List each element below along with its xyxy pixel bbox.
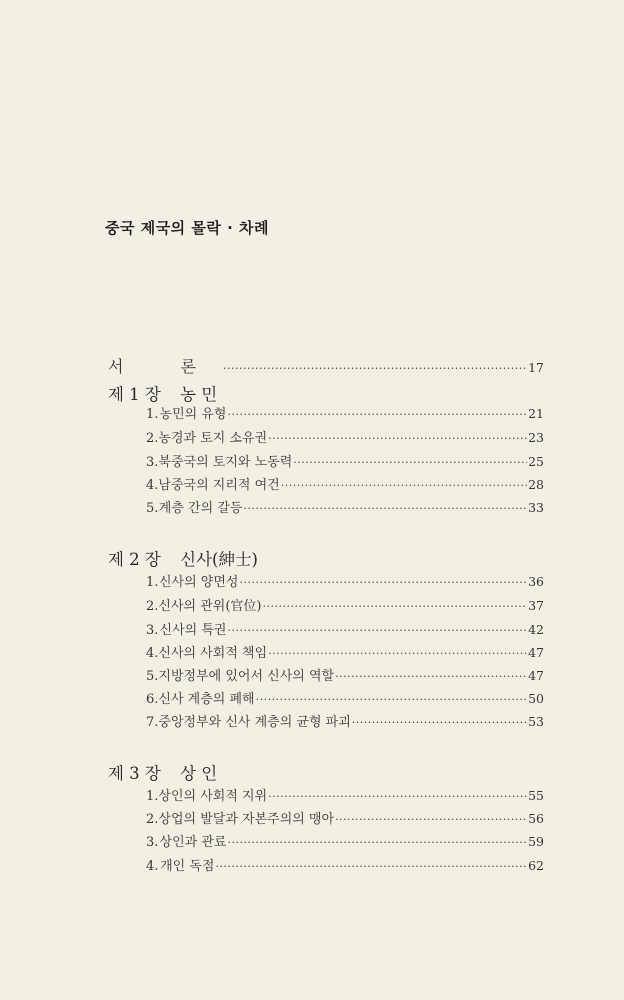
entry-title: 신사의 관위(官位) <box>158 599 262 614</box>
entry-title: 계층 간의 갈등 <box>158 501 243 516</box>
section-number: 4. <box>146 478 159 493</box>
toc-entry[interactable] <box>146 855 544 874</box>
chapter-heading[interactable] <box>108 381 217 405</box>
chapter-number: 제 1 장 <box>108 385 161 404</box>
toc-entry[interactable] <box>146 403 544 422</box>
dot-leader <box>256 693 528 706</box>
page-number: 17 <box>528 360 544 375</box>
chapter-number: 제 3 장 <box>108 764 161 783</box>
dot-leader <box>293 456 527 469</box>
toc-entry[interactable] <box>146 688 544 707</box>
section-number: 5. <box>146 501 159 516</box>
toc-entry[interactable] <box>146 785 544 804</box>
dot-leader <box>268 647 527 660</box>
section-number: 4. <box>146 646 159 661</box>
chapter-number: 제 2 장 <box>108 550 161 569</box>
section-number: 3. <box>146 455 159 470</box>
section-number: 3. <box>146 835 159 850</box>
section-number: 2. <box>146 599 159 614</box>
chapter-heading[interactable] <box>108 546 258 570</box>
toc-entry[interactable] <box>146 571 544 590</box>
toc-entry[interactable] <box>146 595 544 614</box>
toc-entry[interactable] <box>146 711 544 730</box>
chapter-title: 상 인 <box>180 764 218 783</box>
toc-entry[interactable] <box>146 474 544 493</box>
entry-title: 서 론 <box>108 357 222 376</box>
toc-entry[interactable] <box>146 665 544 684</box>
chapter-title: 농 민 <box>180 385 218 404</box>
section-number: 6. <box>146 692 159 707</box>
entry-title: 신사의 사회적 책임 <box>158 646 268 661</box>
page-number: 47 <box>528 668 544 683</box>
section-number: 5. <box>146 669 159 684</box>
entry-title: 신사의 특권 <box>159 623 227 638</box>
entry-title: 상인과 관료 <box>159 835 227 850</box>
entry-title: 개인 독점 <box>160 859 215 874</box>
toc-entry[interactable] <box>146 497 544 516</box>
toc-entry[interactable] <box>146 451 544 470</box>
page-number: 23 <box>528 430 544 445</box>
toc-entry[interactable] <box>146 642 544 661</box>
entry-title: 상인의 사회적 지위 <box>158 789 268 804</box>
dot-leader <box>239 576 527 589</box>
entry-title: 신사의 양면성 <box>158 575 239 590</box>
dot-leader <box>215 860 527 873</box>
chapter-title: 신사(紳士) <box>180 550 258 569</box>
section-number: 2. <box>146 431 159 446</box>
dot-leader <box>227 836 527 849</box>
page-number: 28 <box>528 477 544 492</box>
dot-leader <box>335 813 527 826</box>
dot-leader <box>268 432 527 445</box>
toc-entry[interactable] <box>146 808 544 827</box>
dot-leader <box>352 716 527 729</box>
entry-title: 중앙정부와 신사 계층의 균형 파괴 <box>158 715 351 730</box>
dot-leader <box>243 502 527 515</box>
dot-leader <box>227 624 527 637</box>
page-number: 55 <box>528 788 544 803</box>
dot-leader <box>227 408 527 421</box>
toc-entry[interactable] <box>146 831 544 850</box>
dot-leader <box>281 479 527 492</box>
page-number: 25 <box>528 454 544 469</box>
page-number: 56 <box>528 811 544 826</box>
toc-entry[interactable] <box>146 619 544 638</box>
page-number: 37 <box>528 598 544 613</box>
section-number: 7. <box>146 715 159 730</box>
page-number: 36 <box>528 574 544 589</box>
page-number: 47 <box>528 645 544 660</box>
section-number: 1. <box>146 575 159 590</box>
book-title: 중국 제국의 몰락 · 차례 <box>105 219 269 237</box>
section-number: 1. <box>146 789 159 804</box>
entry-title: 남중국의 지리적 여건 <box>158 478 280 493</box>
chapter-heading[interactable] <box>108 760 217 784</box>
page-number: 53 <box>528 714 544 729</box>
section-number: 3. <box>146 623 159 638</box>
section-number: 4. <box>146 859 159 874</box>
entry-title: 북중국의 토지와 노동력 <box>158 455 293 470</box>
entry-title: 지방정부에 있어서 신사의 역할 <box>158 669 335 684</box>
page-number: 33 <box>528 500 544 515</box>
dot-leader <box>223 362 527 375</box>
entry-title: 신사 계층의 폐해 <box>158 692 255 707</box>
dot-leader <box>268 790 527 803</box>
toc-entry-intro[interactable] <box>108 354 544 377</box>
entry-title: 농경과 토지 소유권 <box>158 431 268 446</box>
section-number: 2. <box>146 812 159 827</box>
toc-entry[interactable] <box>146 427 544 446</box>
page-number: 59 <box>528 834 544 849</box>
page-number: 21 <box>528 406 544 421</box>
section-number: 1. <box>146 407 159 422</box>
page-number: 42 <box>528 622 544 637</box>
page-number: 50 <box>528 691 544 706</box>
page-number: 62 <box>528 858 544 873</box>
dot-leader <box>335 670 527 683</box>
dot-leader <box>262 600 527 613</box>
entry-title: 상업의 발달과 자본주의의 맹아 <box>158 812 335 827</box>
entry-title: 농민의 유형 <box>159 407 227 422</box>
